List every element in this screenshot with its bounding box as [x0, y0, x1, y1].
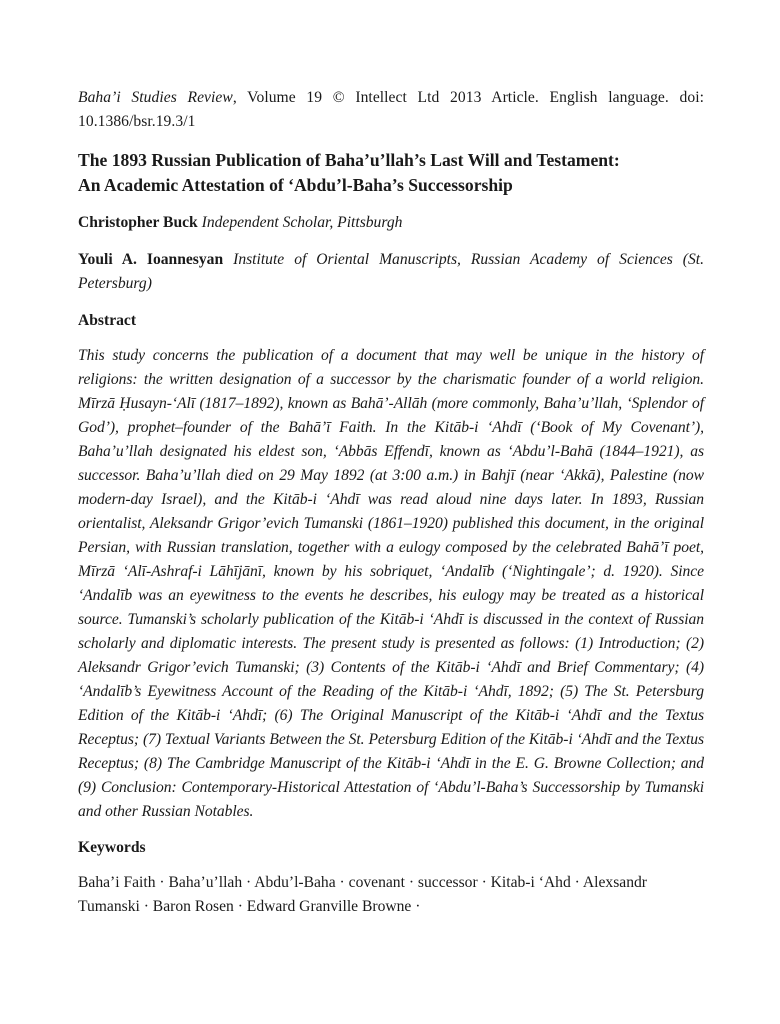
paper-page — [78, 86, 704, 919]
abstract-text: This study concerns the publication of a document that may well be unique in the history of religions: the written designation of a successor by the charismatic founder of a world religion. Mīrzā Ḥusayn-‘Alī (1817–1892), known as Bahā’-Allāh (more commonly, Baha’u’llah, ‘Splendor of God’), prophet–founder of the Bahā’ī Faith. In the Kitāb-i ‘Ahdī (‘Book of My Covenant’), Baha’u’llah designated his eldest son, ‘Abbās Effendī, known as ‘Abdu’l-Bahā (1844–1921), as successor. Baha’u’llah died on 29 May 1892 (at 3:00 a.m.) in Bahjī (near ‘Akkā), Palestine (now modern-day Israel), and the Kitāb-i ‘Ahdī was read aloud nine days later. In 1893, Russian orientalist, Aleksandr Grigor’evich Tumanski (1861–1920) published this document, in the original Persian, with Russian translation, together with a eulogy composed by the celebrated Bahā’ī poet, Mīrzā ‘Alī-Ashraf-i Lāhījānī, known by his sobriquet, ‘Andalīb (‘Nightingale’; d. 1920). Since ‘Andalīb was an eyewitness to the events he describes, his eulogy may be treated as a historical source. Tumanski’s scholarly publication of the Kitāb-i ‘Ahdī is discussed in the context of Russian scholarly and diplomatic interests. The present study is presented as follows: (1) Introduction; (2) Aleksandr Grigor’evich Tumanski; (3) Contents of the Kitāb-i ‘Ahdī and Brief Commentary; (4) ‘Andalīb’s Eyewitness Account of the Reading of the Kitāb-i ‘Ahdī, 1892; (5) The St. Petersburg Edition of the Kitāb-i ‘Ahdī; (6) The Original Manuscript of the Kitāb-i ‘Ahdī and the Textus Receptus; (7) Textual Variants Between the St. Petersburg Edition of the Kitāb-i ‘Ahdī and the Textus Receptus; (8) The Cambridge Manuscript of the Kitāb-i ‘Ahdī in the E. G. Browne Collection; and (9) Conclusion: Contemporary-Historical Attestation of ‘Abdu’l-Baha’s Successorship by Tumanski and other Russian Notables. — [78, 347, 704, 820]
author-1 — [78, 211, 704, 235]
keywords-heading: Keywords — [78, 839, 146, 856]
article-title-line-2: An Academic Attestation of ‘Abdu’l-Baha’s Successorship — [78, 175, 513, 195]
keywords-list: Baha’i Faith · Baha’u’llah · Abdu’l-Baha · covenant · successor · Kitab-i ‘Ahd · Alexsandr Tumanski · Baron Rosen · Edward Granville Browne · — [78, 874, 647, 915]
article-title-line-1: The 1893 Russian Publication of Baha’u’llah’s Last Will and Testament: — [78, 150, 620, 170]
author-name: Youli A. Ioannesyan — [78, 251, 224, 268]
author-affiliation: Independent Scholar, Pittsburgh — [201, 214, 403, 231]
journal-name: Baha’i Studies Review — [78, 89, 233, 106]
citation-details: , Volume 19 © Intellect Ltd 2013 Article. English language. doi: 10.1386/bsr.19.3/1 — [78, 89, 704, 130]
abstract-heading: Abstract — [78, 312, 137, 329]
author-affiliation: Institute of Oriental Manuscripts, Russian Academy of Sciences (St. Petersburg) — [78, 251, 705, 292]
author-2 — [78, 248, 704, 296]
article-title — [78, 148, 704, 198]
journal-citation — [78, 86, 704, 134]
author-name: Christopher Buck — [78, 214, 198, 231]
